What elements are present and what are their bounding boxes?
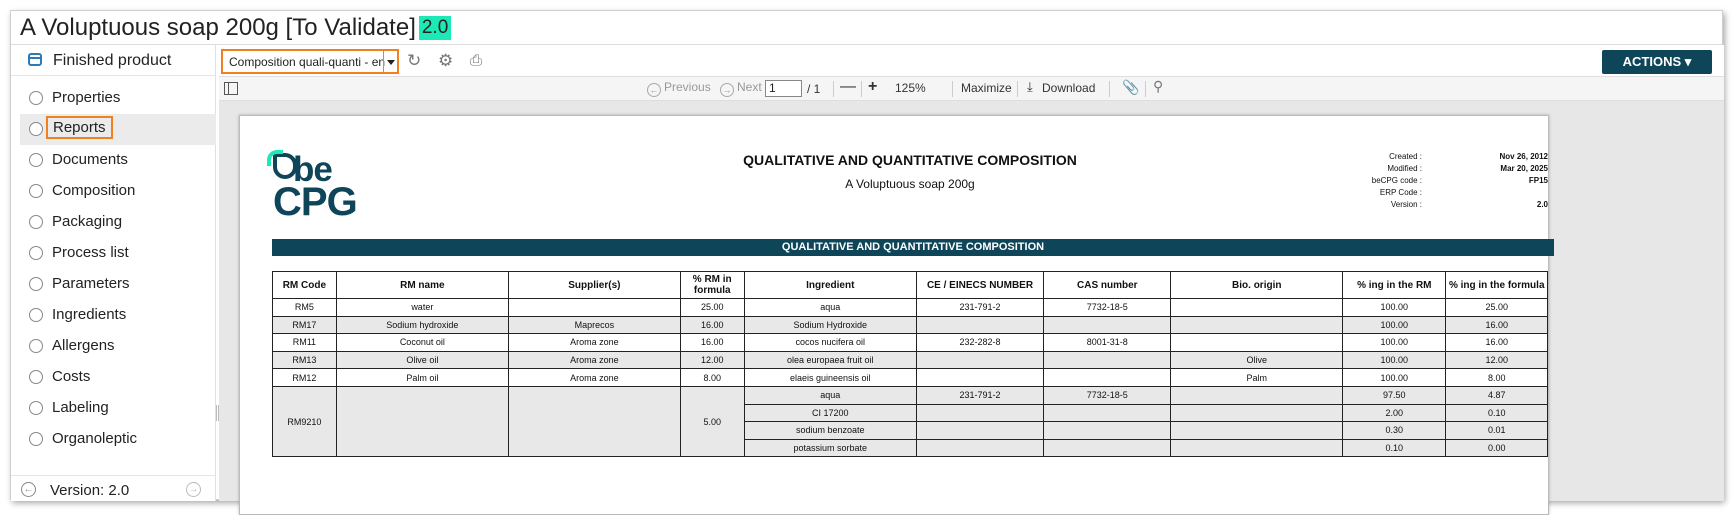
page-total: / 1 (807, 82, 821, 96)
einecs-cell: 231-791-2 (916, 299, 1043, 317)
metadata-key: ERP Code : (1379, 188, 1422, 197)
rm-name-cell (336, 386, 508, 456)
ing-in-rm-cell: 2.00 (1343, 404, 1446, 422)
sidebar-item-label: Process list (52, 244, 129, 261)
cas-cell: 8001-31-8 (1044, 334, 1171, 352)
bio-origin-cell (1171, 316, 1343, 334)
report-toolbar (219, 45, 1724, 77)
column-header: Ingredient (744, 272, 916, 299)
sidebar-item-allergens[interactable] (20, 331, 216, 362)
bio-origin-cell: Palm (1171, 369, 1343, 387)
sidebar-item-label: Reports (46, 116, 113, 139)
rm-code-cell: RM13 (273, 351, 337, 369)
column-header: CAS number (1044, 272, 1171, 299)
ing-in-formula-cell: 8.00 (1446, 369, 1548, 387)
ing-in-formula-cell: 25.00 (1446, 299, 1548, 317)
composition-table (272, 271, 1548, 457)
radio-icon[interactable] (29, 432, 43, 446)
cas-cell (1044, 439, 1171, 457)
rm-name-cell: Palm oil (336, 369, 508, 387)
table-row (273, 316, 1548, 334)
app-window (10, 10, 1723, 500)
sidebar-item-organoleptic[interactable] (20, 424, 216, 455)
sidebar-item-label: Allergens (52, 337, 115, 354)
toolbar-divider (833, 81, 834, 97)
toolbar-divider (952, 81, 953, 97)
einecs-cell: 231-791-2 (916, 386, 1043, 404)
bio-origin-cell (1171, 299, 1343, 317)
ing-in-rm-cell: 0.10 (1343, 439, 1446, 457)
rm-percent-cell: 16.00 (680, 316, 744, 334)
sidebar-item-packaging[interactable] (20, 207, 216, 238)
sidebar-item-properties[interactable] (20, 83, 216, 114)
gear-icon[interactable]: ⚙ (438, 51, 454, 70)
actions-button[interactable]: ACTIONS ▾ (1602, 50, 1712, 74)
bio-origin-cell (1171, 334, 1343, 352)
product-title: A Voluptuous soap 200g [To Validate] (20, 14, 416, 41)
pdf-toolbar (219, 77, 1724, 101)
sidebar-item-documents[interactable] (20, 145, 216, 176)
section-title: QUALITATIVE AND QUANTITATIVE COMPOSITION (272, 239, 1554, 256)
rm-percent-cell: 5.00 (680, 386, 744, 456)
column-header: RM Code (273, 272, 337, 299)
version-badge: 2.0 (419, 16, 451, 40)
supplier-cell: Aroma zone (508, 334, 680, 352)
toolbar-divider (861, 81, 862, 97)
previous-label: Previous (664, 80, 711, 94)
rm-name-cell: Coconut oil (336, 334, 508, 352)
table-row (273, 299, 1548, 317)
rm-code-cell: RM5 (273, 299, 337, 317)
rm-code-cell: RM9210 (273, 386, 337, 456)
ing-in-formula-cell: 12.00 (1446, 351, 1548, 369)
column-header: Bio. origin (1171, 272, 1343, 299)
report-page (239, 115, 1549, 515)
radio-icon[interactable] (29, 370, 43, 384)
metadata-key: Version : (1390, 200, 1422, 209)
metadata-key: Created : (1389, 152, 1422, 161)
arrow-left-icon: ← (647, 83, 661, 97)
radio-icon[interactable] (29, 215, 43, 229)
sidebar-item-costs[interactable] (20, 362, 216, 393)
einecs-cell (916, 369, 1043, 387)
previous-version-icon[interactable]: ← (21, 482, 36, 497)
column-header: % RM in formula (680, 272, 744, 299)
sidebar-item-labeling[interactable] (20, 393, 216, 424)
ing-in-formula-cell: 0.10 (1446, 404, 1548, 422)
sidebar-item-label: Documents (52, 151, 128, 168)
radio-icon[interactable] (29, 122, 43, 136)
document-title: QUALITATIVE AND QUANTITATIVE COMPOSITION (743, 152, 1077, 168)
sidebar-item-label: Packaging (52, 213, 123, 230)
einecs-cell (916, 439, 1043, 457)
ing-in-formula-cell: 4.87 (1446, 386, 1548, 404)
sidebar (11, 45, 216, 501)
supplier-cell: Maprecos (508, 316, 680, 334)
report-select-value: Composition quali-quanti - en (229, 55, 386, 69)
arrow-right-icon: → (720, 83, 734, 97)
logo-text-bottom: CPG (273, 180, 357, 224)
document-metadata (1360, 152, 1550, 212)
column-header: RM name (336, 272, 508, 299)
sidebar-header[interactable] (11, 45, 216, 76)
logo-text-top: be (293, 150, 332, 189)
rm-name-cell: water (336, 299, 508, 317)
metadata-row (1360, 176, 1550, 188)
supplier-cell (508, 386, 680, 456)
download-button[interactable]: Download (1042, 81, 1096, 95)
rm-code-cell: RM12 (273, 369, 337, 387)
bio-origin-cell (1171, 439, 1343, 457)
rm-name-cell: Olive oil (336, 351, 508, 369)
sidebar-item-reports[interactable] (20, 114, 216, 145)
sidebar-item-label: Organoleptic (52, 430, 138, 447)
ing-in-formula-cell: 16.00 (1446, 334, 1548, 352)
ing-in-rm-cell: 97.50 (1343, 386, 1446, 404)
bio-origin-cell (1171, 422, 1343, 440)
ingredient-cell: aqua (744, 299, 916, 317)
search-icon[interactable]: ⚲ (1153, 78, 1164, 94)
sidebar-item-composition[interactable] (20, 176, 216, 207)
title-bar (11, 11, 1722, 45)
metadata-key: Modified : (1387, 164, 1422, 173)
cas-cell (1044, 316, 1171, 334)
sidebar-item-label: Composition (52, 182, 136, 199)
sidebar-list[interactable] (11, 83, 216, 447)
ing-in-formula-cell: 0.00 (1446, 439, 1548, 457)
einecs-cell: 232-282-8 (916, 334, 1043, 352)
sidebar-item-label: Parameters (52, 275, 130, 292)
ingredient-cell: aqua (744, 386, 916, 404)
radio-icon[interactable] (29, 308, 43, 322)
einecs-cell (916, 316, 1043, 334)
rm-code-cell: RM11 (273, 334, 337, 352)
bio-origin-cell: Olive (1171, 351, 1343, 369)
toolbar-divider (1145, 81, 1146, 97)
column-header: CE / EINECS NUMBER (916, 272, 1043, 299)
metadata-row (1360, 200, 1550, 212)
table-row (273, 369, 1548, 387)
radio-icon[interactable] (29, 91, 43, 105)
metadata-value: Mar 20, 2025 (1500, 164, 1548, 173)
rm-percent-cell: 8.00 (680, 369, 744, 387)
einecs-cell (916, 422, 1043, 440)
toolbar-divider (1017, 81, 1018, 97)
rm-name-cell: Sodium hydroxide (336, 316, 508, 334)
ing-in-formula-cell: 16.00 (1446, 316, 1548, 334)
rm-percent-cell: 16.00 (680, 334, 744, 352)
ingredient-cell: sodium benzoate (744, 422, 916, 440)
metadata-value: Nov 26, 2012 (1499, 152, 1548, 161)
ing-in-formula-cell: 0.01 (1446, 422, 1548, 440)
report-select[interactable] (221, 49, 399, 74)
sidebar-item-label: Properties (52, 89, 121, 106)
einecs-cell (916, 404, 1043, 422)
rm-percent-cell: 25.00 (680, 299, 744, 317)
toolbar-divider (1109, 81, 1110, 97)
ing-in-rm-cell: 100.00 (1343, 334, 1446, 352)
zoom-in-icon[interactable]: + (868, 78, 878, 95)
ing-in-rm-cell: 100.00 (1343, 351, 1446, 369)
supplier-cell: Aroma zone (508, 369, 680, 387)
ingredient-cell: cocos nucifera oil (744, 334, 916, 352)
page-number-input[interactable]: 1 (765, 80, 802, 97)
zoom-out-icon[interactable]: — (840, 78, 856, 95)
print-icon[interactable]: ⎙ (470, 52, 483, 69)
ingredient-cell: CI 17200 (744, 404, 916, 422)
ing-in-rm-cell: 100.00 (1343, 369, 1446, 387)
table-header-row (273, 272, 1548, 299)
sidebar-item-process-list[interactable] (20, 238, 216, 269)
metadata-row (1360, 164, 1550, 176)
next-label: Next (737, 80, 762, 94)
bio-origin-cell (1171, 386, 1343, 404)
einecs-cell (916, 351, 1043, 369)
metadata-row (1360, 152, 1550, 164)
next-page-button[interactable] (720, 80, 762, 97)
sidebar-item-label: Labeling (52, 399, 109, 416)
radio-icon[interactable] (29, 246, 43, 260)
column-header: Supplier(s) (508, 272, 680, 299)
sidebar-item-label: Ingredients (52, 306, 127, 323)
ing-in-rm-cell: 0.30 (1343, 422, 1446, 440)
radio-icon[interactable] (29, 153, 43, 167)
metadata-row (1360, 188, 1550, 200)
sidebar-item-label: Costs (52, 368, 91, 385)
cas-cell (1044, 351, 1171, 369)
cas-cell (1044, 369, 1171, 387)
previous-page-button[interactable] (647, 80, 711, 97)
rm-code-cell: RM17 (273, 316, 337, 334)
sidebar-header-label: Finished product (53, 52, 172, 69)
zoom-level[interactable]: 125% (895, 81, 926, 95)
ingredient-cell: olea europaea fruit oil (744, 351, 916, 369)
supplier-cell (508, 299, 680, 317)
pdf-viewer[interactable] (219, 101, 1724, 501)
maximize-button[interactable]: Maximize (961, 81, 1012, 95)
supplier-cell: Aroma zone (508, 351, 680, 369)
column-header: % ing in the RM (1343, 272, 1446, 299)
table-row (273, 351, 1548, 369)
ingredient-cell: potassium sorbate (744, 439, 916, 457)
column-header: % ing in the formula (1446, 272, 1548, 299)
refresh-icon[interactable]: ↻ (407, 51, 422, 70)
document-subtitle: A Voluptuous soap 200g (845, 177, 975, 191)
dropdown-arrow-icon[interactable] (383, 51, 397, 72)
cas-cell (1044, 404, 1171, 422)
bio-origin-cell (1171, 404, 1343, 422)
sidebar-item-ingredients[interactable] (20, 300, 216, 331)
next-version-icon[interactable]: → (186, 482, 201, 497)
metadata-value: 2.0 (1536, 200, 1548, 209)
table-row (273, 334, 1548, 352)
cas-cell (1044, 422, 1171, 440)
radio-icon[interactable] (29, 339, 43, 353)
ing-in-rm-cell: 100.00 (1343, 299, 1446, 317)
footer-version: Version: 2.0 (50, 482, 130, 499)
cas-cell: 7732-18-5 (1044, 386, 1171, 404)
metadata-value: FP15 (1528, 176, 1548, 185)
radio-icon[interactable] (29, 401, 43, 415)
attachment-icon[interactable]: 📎 (1122, 79, 1140, 95)
product-card-icon (28, 53, 42, 66)
ingredient-cell: elaeis guineensis oil (744, 369, 916, 387)
ing-in-rm-cell: 100.00 (1343, 316, 1446, 334)
sidebar-footer (11, 475, 216, 501)
becpg-logo (273, 150, 363, 224)
sidebar-item-parameters[interactable] (20, 269, 216, 300)
cas-cell: 7732-18-5 (1044, 299, 1171, 317)
table-row (273, 386, 1548, 404)
rm-percent-cell: 12.00 (680, 351, 744, 369)
radio-icon[interactable] (29, 277, 43, 291)
metadata-key: beCPG code : (1371, 176, 1422, 185)
sidebar-toggle-icon[interactable] (224, 82, 238, 95)
radio-icon[interactable] (29, 184, 43, 198)
ingredient-cell: Sodium Hydroxide (744, 316, 916, 334)
page-title (20, 14, 451, 42)
download-icon[interactable]: ⤓ (1027, 79, 1033, 94)
